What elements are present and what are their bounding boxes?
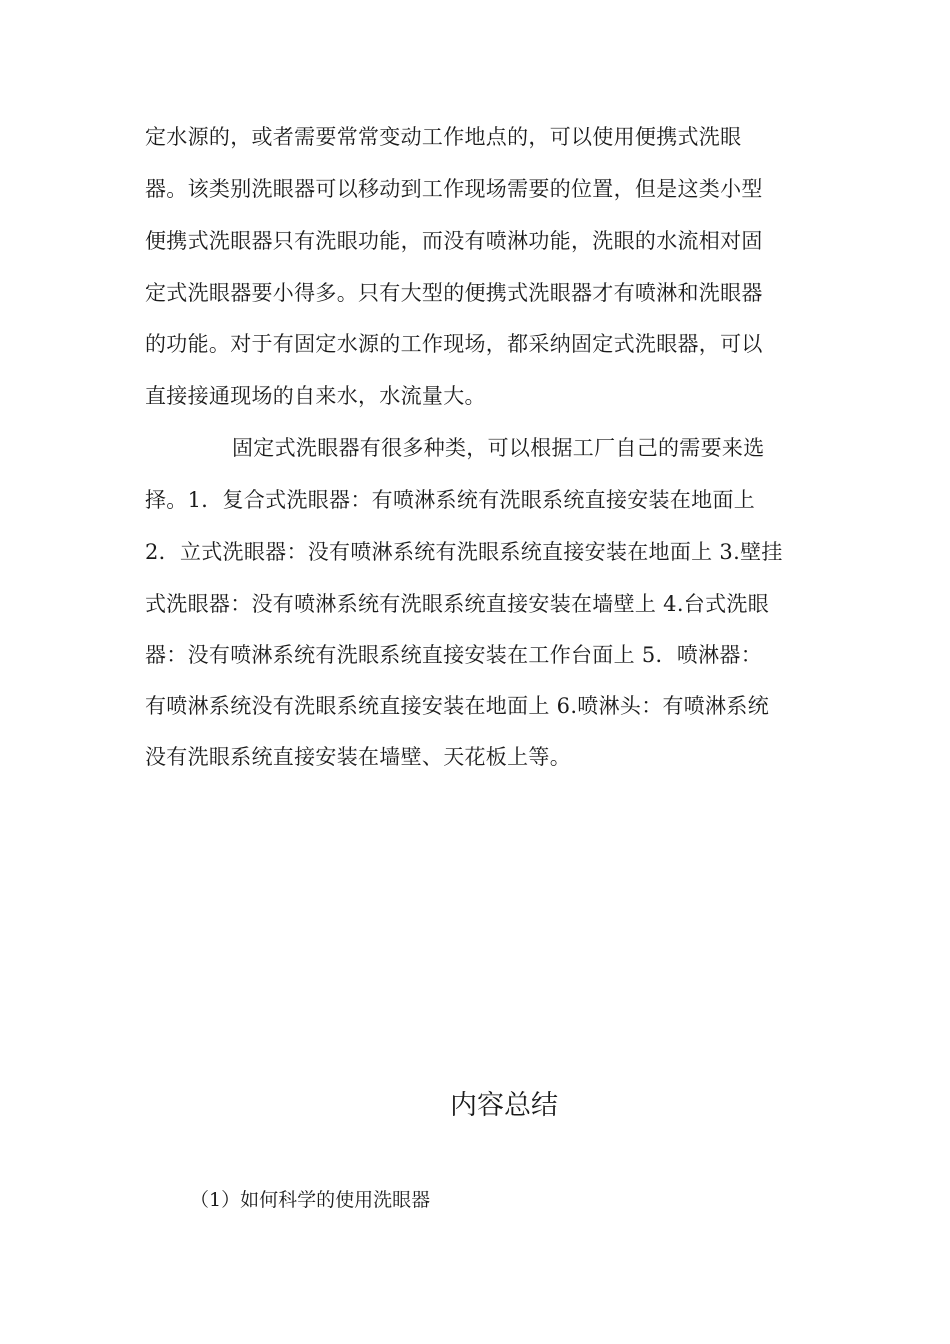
summary-heading: 内容总结 — [450, 1090, 558, 1121]
paragraph-1-line-6: 直接接通现场的自来水，水流量大。 — [145, 384, 486, 408]
paragraph-2-line-2: 择。1．复合式洗眼器：有喷淋系统有洗眼系统直接安装在地面上 — [145, 488, 756, 512]
paragraph-2-line-3: 2．立式洗眼器：没有喷淋系统有洗眼系统直接安装在地面上 3.壁挂 — [145, 540, 783, 564]
paragraph-1-line-5: 的功能。对于有固定水源的工作现场，都采纳固定式洗眼器，可以 — [145, 332, 763, 356]
paragraph-2-line-4: 式洗眼器：没有喷淋系统有洗眼系统直接安装在墙壁上 4.台式洗眼 — [145, 592, 770, 616]
paragraph-1-line-1: 定水源的，或者需要常常变动工作地点的，可以使用便携式洗眼 — [145, 125, 742, 149]
paragraph-1-line-2: 器。该类别洗眼器可以移动到工作现场需要的位置，但是这类小型 — [145, 177, 763, 201]
paragraph-2-line-6: 有喷淋系统没有洗眼系统直接安装在地面上 6.喷淋头：有喷淋系统 — [145, 694, 770, 718]
paragraph-1-line-3: 便携式洗眼器只有洗眼功能，而没有喷淋功能，洗眼的水流相对固 — [145, 229, 763, 253]
paragraph-2-line-1: 固定式洗眼器有很多种类，可以根据工厂自己的需要来选 — [232, 436, 765, 460]
paragraph-1-line-4: 定式洗眼器要小得多。只有大型的便携式洗眼器才有喷淋和洗眼器 — [145, 281, 763, 305]
summary-item: （1）如何科学的使用洗眼器 — [190, 1189, 431, 1211]
paragraph-2-line-5: 器：没有喷淋系统有洗眼系统直接安装在工作台面上 5．喷淋器： — [145, 643, 763, 667]
paragraph-2-line-7: 没有洗眼系统直接安装在墙壁、天花板上等。 — [145, 745, 571, 769]
